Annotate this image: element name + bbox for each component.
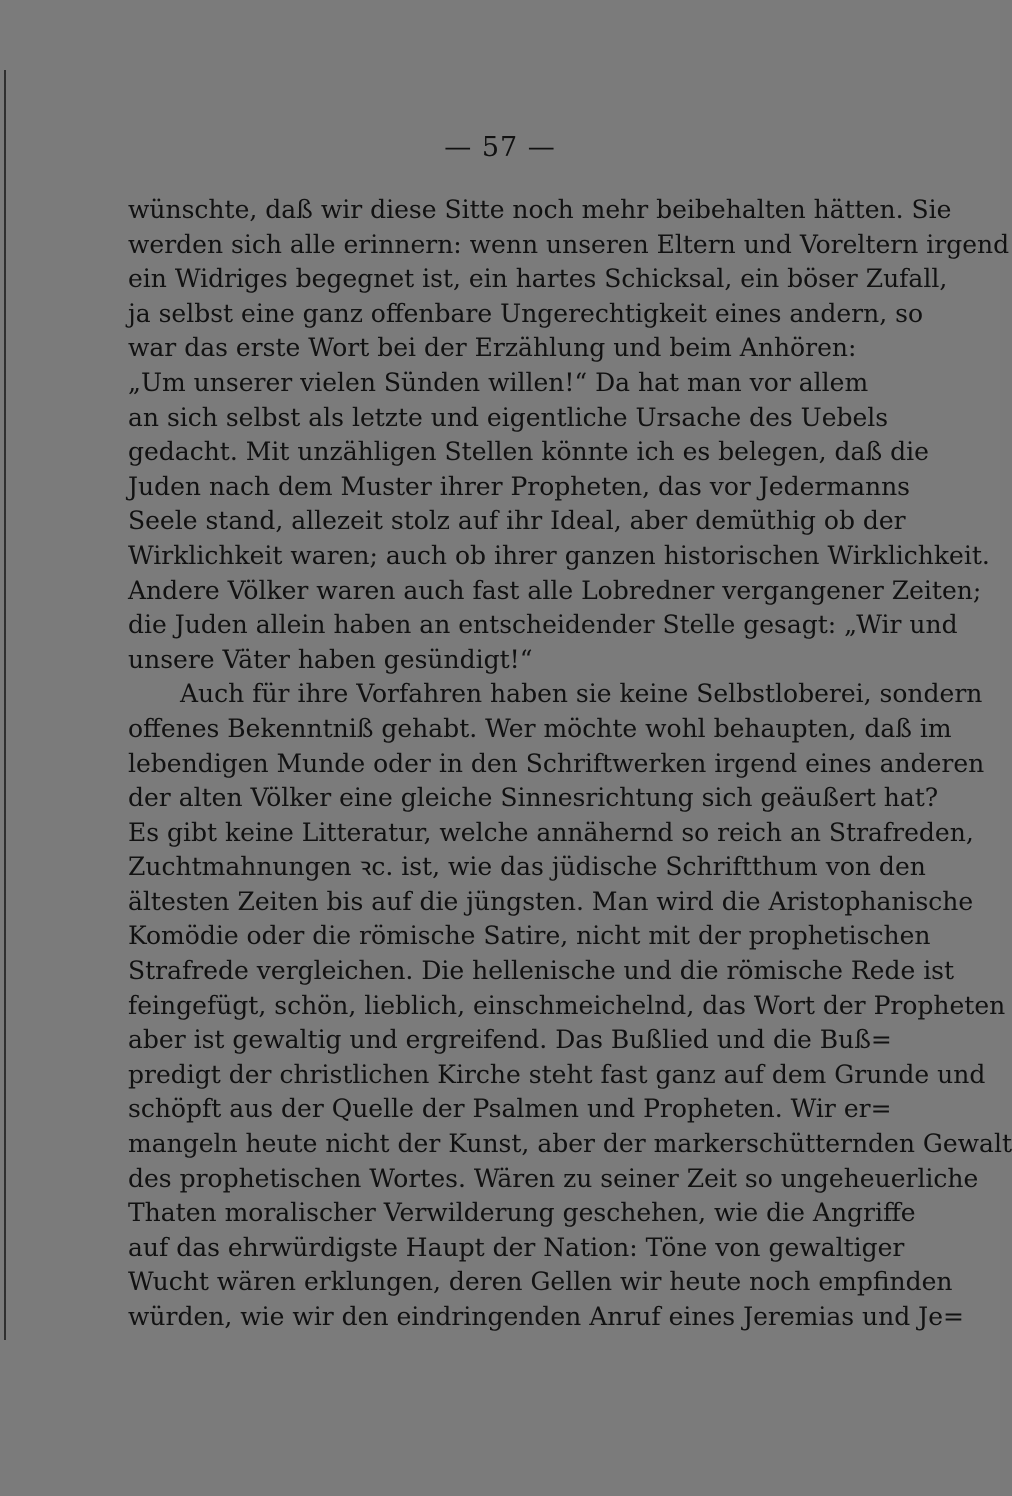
text-line: feingefügt, schön, lieblich, einschmeichelnd, das Wort der Propheten xyxy=(128,990,1006,1020)
text-line: „Um unserer vielen Sünden willen!“ Da hat man vor allem xyxy=(128,367,869,397)
text-line: Seele stand, allezeit stolz auf ihr Ideal, aber demüthig ob der xyxy=(128,506,906,536)
text-line: schöpft aus der Quelle der Psalmen und Propheten. Wir er= xyxy=(128,1094,892,1124)
text-line: auf das ehrwürdigste Haupt der Nation: Töne von gewaltiger xyxy=(128,1232,905,1262)
text-line: Andere Völker waren auch fast alle Lobredner vergangener Zeiten; xyxy=(128,575,982,605)
text-line: Es gibt keine Litteratur, welche annähernd so reich an Strafreden, xyxy=(128,817,974,847)
text-line: offenes Bekenntniß gehabt. Wer möchte wohl behaupten, daß im xyxy=(128,713,952,743)
text-line: der alten Völker eine gleiche Sinnesrichtung sich geäußert hat? xyxy=(128,783,939,813)
text-line: unsere Väter haben gesündigt!“ xyxy=(128,644,533,674)
text-line: Wirklichkeit waren; auch ob ihrer ganzen historischen Wirklichkeit. xyxy=(128,540,990,570)
text-line: Thaten moralischer Verwilderung geschehen, wie die Angriffe xyxy=(128,1198,916,1228)
text-line: predigt der christlichen Kirche steht fast ganz auf dem Grunde und xyxy=(128,1059,986,1089)
page-number: — 57 — xyxy=(444,132,556,163)
text-line: die Juden allein haben an entscheidender Stelle gesagt: „Wir und xyxy=(128,610,958,640)
text-line: an sich selbst als letzte und eigentliche Ursache des Uebels xyxy=(128,402,889,432)
text-line: mangeln heute nicht der Kunst, aber der markerschütternden Gewalt xyxy=(128,1129,1012,1159)
text-line: des prophetischen Wortes. Wären zu seiner Zeit so ungeheuerliche xyxy=(128,1163,979,1193)
text-line: Auch für ihre Vorfahren haben sie keine Selbstloberei, sondern xyxy=(180,679,983,709)
text-line: würden, wie wir den eindringenden Anruf eines Jeremias und Je= xyxy=(128,1302,964,1331)
body-text xyxy=(128,193,1012,1335)
text-line: Komödie oder die römische Satire, nicht mit der prophetischen xyxy=(128,921,931,951)
text-line: ältesten Zeiten bis auf die jüngsten. Man wird die Aristophanische xyxy=(128,886,974,916)
text-line: Juden nach dem Muster ihrer Propheten, das vor Jedermanns xyxy=(128,471,911,501)
text-line: Zuchtmahnungen ꝛc. ist, wie das jüdische Schriftthum von den xyxy=(128,852,926,882)
text-line: gedacht. Mit unzähligen Stellen könnte ich es belegen, daß die xyxy=(128,437,929,467)
text-line: wünschte, daß wir diese Sitte noch mehr beibehalten hätten. Sie xyxy=(128,195,952,224)
text-line: Strafrede vergleichen. Die hellenische und die römische Rede ist xyxy=(128,956,955,986)
text-line: ja selbst eine ganz offenbare Ungerechtigkeit eines andern, so xyxy=(128,298,924,328)
text-line: werden sich alle erinnern: wenn unseren Eltern und Voreltern irgend xyxy=(128,229,1010,259)
text-line: lebendigen Munde oder in den Schriftwerken irgend eines anderen xyxy=(128,748,985,778)
text-line: aber ist gewaltig und ergreifend. Das Bußlied und die Buß= xyxy=(128,1025,892,1055)
binding-edge xyxy=(4,70,8,1340)
text-line: ein Widriges begegnet ist, ein hartes Schicksal, ein böser Zufall, xyxy=(128,264,948,294)
text-line: war das erste Wort bei der Erzählung und beim Anhören: xyxy=(128,333,857,363)
text-line: Wucht wären erklungen, deren Gellen wir heute noch empfinden xyxy=(128,1267,953,1297)
